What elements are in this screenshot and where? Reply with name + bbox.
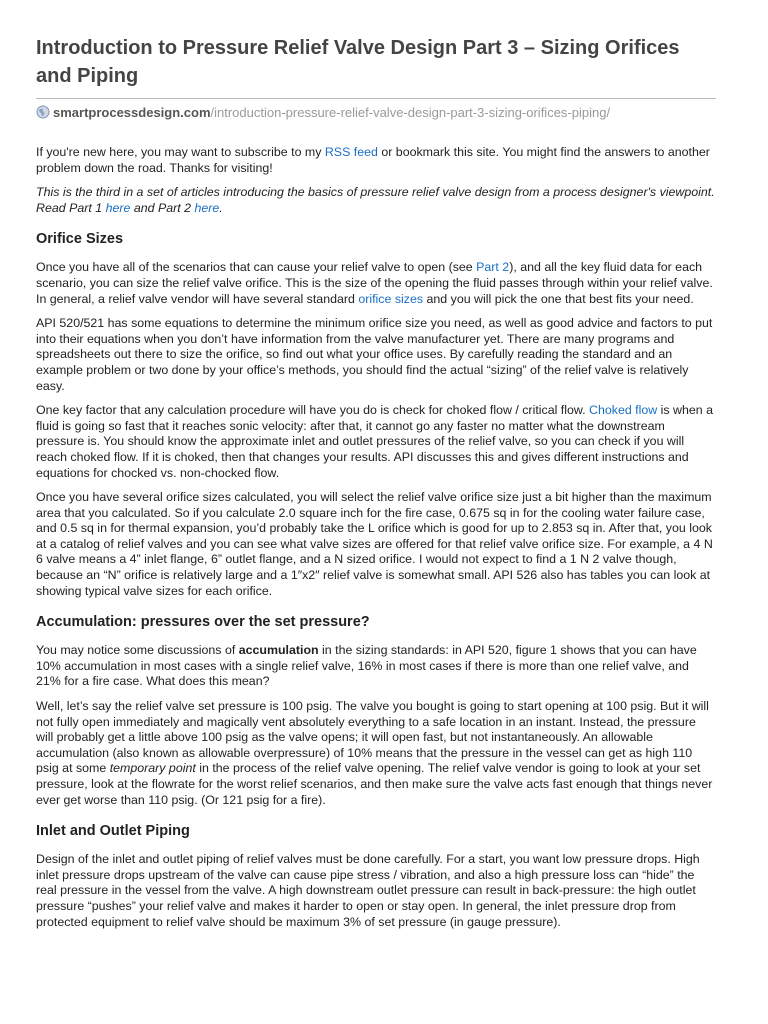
globe-icon xyxy=(36,105,50,119)
orifice-paragraph-4: Once you have several orifice sizes calculated, you will select the relief valve orifice size just a bit higher than the maximum area that you calculated. So if you calculate 2.0 square inch for the fire case, 0.675 sq in for the cooling water failure case, and 0.5 sq in for thermal expansion, you’d probably take the L orifice which is good for up to 2.853 sq in. After that, you look at a catalog of relief valves and you can see what valve sizes are offered for that relief valve orifice size. For example, a 4 N 6 valve means a 4” inlet flange, 6” outlet flange, and a N sized orifice. I would not expect to find a 1 N 2 valve though, because an “N” orifice is relatively large and a 1″x2″ relief valve is somewhat small. API 526 also has tables you can look at showing typical valve sizes for each orifice. xyxy=(36,490,713,598)
part-2-inline-link[interactable]: Part 2 xyxy=(476,260,510,275)
orifice-p1-text-2: ), and all the key fluid data for each scenario, you can size the relief valve orifice. This is the size of the opening the fluid passes through within your relief valve. In general, a relief valve vendor will have several standard xyxy=(36,260,713,306)
orifice-p1-text-3: and you will pick the one that best fits your need. xyxy=(423,291,694,306)
heading-orifice-sizes: Orifice Sizes xyxy=(36,231,124,248)
article-title: Introduction to Pressure Relief Valve Design Part 3 – Sizing Orifices and Piping xyxy=(36,37,680,87)
intro-paragraph xyxy=(36,145,716,176)
heading-inlet-outlet-piping: Inlet and Outlet Piping xyxy=(36,823,190,840)
intro-text-1: If you're new here, you may want to subscribe to my xyxy=(36,145,325,159)
temporary-point-emphasis: temporary point xyxy=(109,761,196,776)
orifice-paragraph-1 xyxy=(36,260,716,307)
orifice-sizes-link[interactable]: orifice sizes xyxy=(358,291,424,306)
orifice-paragraph-2: API 520/521 has some equations to determine the minimum orifice size you need, as well as good advice and factors to put into their equations when you don’t have information from the valve manufacturer yet. There are many programs and spreadsheets out there to size the orifice, so find out what your office uses. By carefully reading the standard and an example problem or two done by your office’s methods, you should find the actual “sizing” of the relief valve is relatively easy. xyxy=(36,316,713,393)
title-divider xyxy=(36,98,716,99)
accumulation-p1-text-2: in the sizing standards: in API 520, figure 1 shows that you can have 10% accumulation in most cases with a single relief valve, 16% in most cases if there is more than one relief valve, and 21% for a fire case. What does this mean? xyxy=(36,643,697,689)
piping-paragraph-1: Design of the inlet and outlet piping of relief valves must be done carefully. For a start, you want low pressure drops. High inlet pressure drops upstream of the valve can cause pipe stress / vibration, and also a high pressure loss can “hide” the real pressure in the vessel from the valve. A high downstream outlet pressure can result in back-pressure: the high outlet pressure “pushes” your relief valve and makes it harder to open or stay open. In general, the inlet pressure drop from protected equipment to relief valve should be maximum 3% of set pressure (in gauge pressure). xyxy=(36,852,700,929)
source-url[interactable] xyxy=(36,105,716,121)
orifice-p3-text-1: One key factor that any calculation procedure will have you do is check for choked flow / critical flow. xyxy=(36,403,590,418)
part-2-link[interactable]: here xyxy=(194,200,220,215)
accumulation-p1-text-1: You may notice some discussions of xyxy=(36,643,239,658)
series-note-text-3: . xyxy=(219,200,223,215)
intro-text-2: or bookmark this site. You might find the answers to another problem down the road. Thanks for visiting! xyxy=(36,145,710,175)
part-1-link[interactable]: here xyxy=(105,200,131,215)
series-note xyxy=(36,185,716,216)
source-path[interactable]: /introduction-pressure-relief-valve-design-part-3-sizing-orifices-piping/ xyxy=(210,105,611,120)
orifice-p1-text-1: Once you have all of the scenarios that can cause your relief valve to open (see xyxy=(36,260,477,275)
series-note-text-1: This is the third in a set of articles introducing the basics of pressure relief valve design from a process designer's viewpoint. Read Part 1 xyxy=(36,185,715,215)
rss-feed-link[interactable]: RSS feed xyxy=(324,145,378,159)
choked-flow-link[interactable]: Choked flow xyxy=(589,403,658,418)
accumulation-paragraph-1 xyxy=(36,643,716,690)
orifice-paragraph-3 xyxy=(36,403,716,481)
accumulation-p2-text-1: Well, let’s say the relief valve set pressure is 100 psig. The valve you bought is going to start opening at 100 psig. But it will not fully open immediately and magically vent absolutely everything to a safe location in an instant. Instead, the pressure will probably get a little above 100 psig as the valve opens; it will open fast, but not instantaneously. An allowable accumulation (also known as allowable overpressure) of 10% means that the pressure in the vessel can get as high 110 psig at some xyxy=(36,699,709,776)
series-note-text-2: and Part 2 xyxy=(130,200,195,215)
source-domain[interactable]: smartprocessdesign.com xyxy=(53,105,211,120)
heading-accumulation: Accumulation: pressures over the set pressure? xyxy=(36,614,370,631)
accumulation-p2-text-2: in the process of the relief valve opening. The relief valve vendor is going to look at your set pressure, look at the flowrate for the worst relief scenarios, and then make sure the valve acts fast enough that things never ever get worse than 110 psig. (Or 121 psig for a fire). xyxy=(36,761,713,807)
article xyxy=(36,34,716,939)
accumulation-paragraph-2 xyxy=(36,699,716,808)
accumulation-bold-term: accumulation xyxy=(238,643,319,658)
orifice-p3-text-2: is when a fluid is going so fast that it reaches sonic velocity: after that, it cannot go any faster no matter what the downstream pressure is. You should know the approximate inlet and outlet pressures of the relief valve, so you can check if you will reach choked flow. If it is choked, then that changes your results. API discusses this and gives different instructions and equations for chocked vs. non-chocked flow. xyxy=(36,403,714,480)
